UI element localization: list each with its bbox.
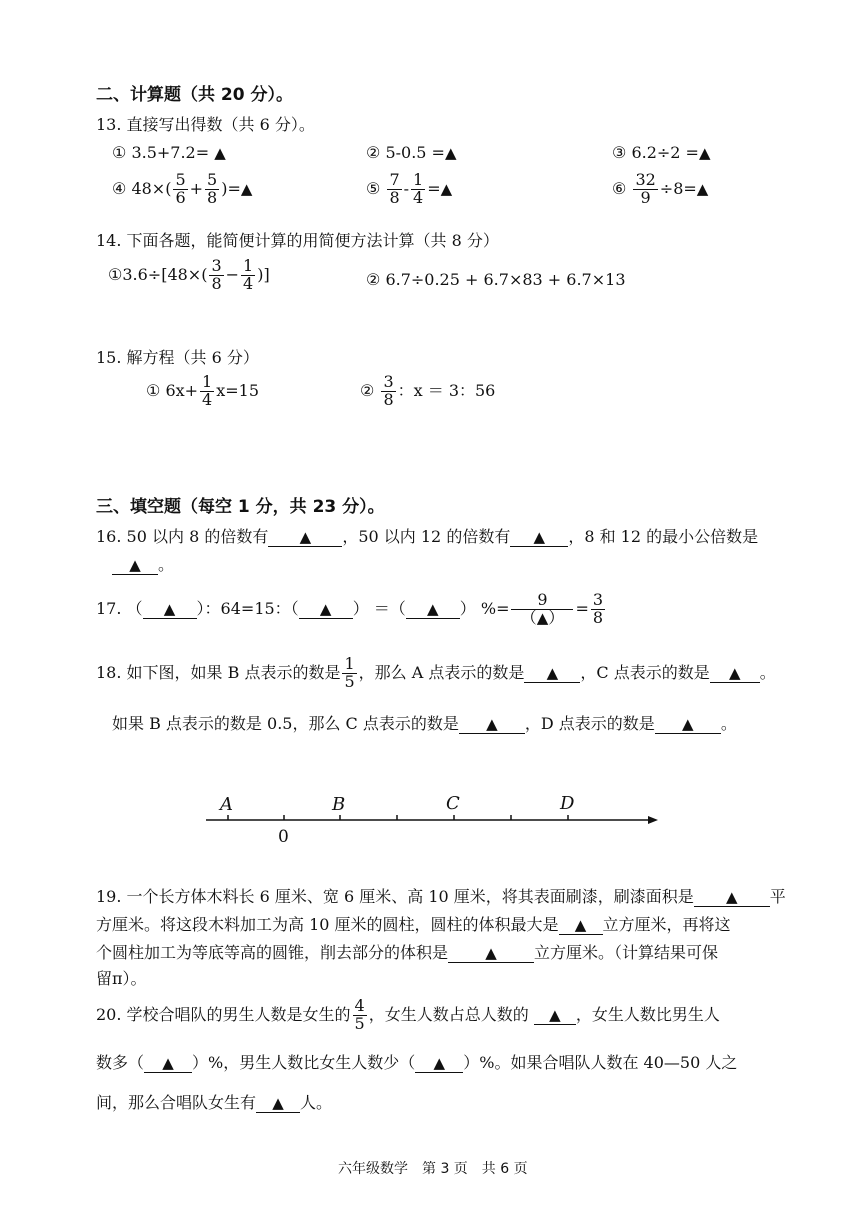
q18-line-1: 18. 如下图，如果 B 点表示的数是 $\frac{1}{5}$ ，那么 A 点表示的数是 ▲ ，C 点表示的数是 ▲ 。 <box>96 654 776 691</box>
q15-item-2: ② $\frac{3}{8}$ ：x ＝ 3：56 <box>360 372 496 409</box>
answer-blank <box>534 1006 576 1025</box>
q19-line-1: 19. 一个长方体木料长 6 厘米、宽 6 厘米、高 10 厘米，将其表面刷漆，刷漆面积是 ▲ 平 <box>96 887 786 906</box>
fraction: $\frac{1}{4}$ <box>202 372 213 409</box>
fraction: $\frac{9}{(▲)}$ <box>511 592 573 627</box>
q15-title: 15. 解方程（共 6 分） <box>96 348 259 367</box>
q19-line-4: 留π）。 <box>96 969 147 988</box>
point-label-d: D <box>560 793 575 814</box>
fraction: $\frac{4}{5}$ <box>354 996 365 1033</box>
q13-item-1: ① 3.5+7.2= ▲ <box>112 143 226 162</box>
q13-title: 13. 直接写出得数（共 6 分）。 <box>96 115 315 134</box>
q13-item-3: ③ 6.2÷2 =▲ <box>612 143 711 162</box>
answer-triangle-icon: ▲ <box>440 179 453 198</box>
answer-triangle-icon: ▲ <box>536 608 549 627</box>
answer-triangle-icon: ▲ <box>696 179 709 198</box>
fraction: $\frac{1}{4}$ <box>413 170 424 207</box>
answer-triangle-icon: ▲ <box>319 599 332 618</box>
q17-line: 17. （ ▲ ）：64=15：（ ▲ ） ＝（ ▲ ） %= $\frac{9}{(▲)}$ = $\frac{3}{8}$ <box>96 590 604 627</box>
arrow-icon <box>648 816 658 824</box>
answer-blank <box>694 888 770 907</box>
q20-line-2: 数多（ ▲ ）%，男生人数比女生人数少（ ▲ ）%。如果合唱队人数在 40—50 人之 <box>96 1053 738 1072</box>
answer-triangle-icon: ▲ <box>549 1005 561 1024</box>
answer-triangle-icon: ▲ <box>427 599 439 618</box>
answer-blank <box>524 664 580 683</box>
answer-blank <box>256 1094 300 1113</box>
q14-item-1: ①3.6÷[48×( $\frac{3}{8}$ − $\frac{1}{4}$ )] <box>108 256 270 293</box>
fraction: $\frac{32}{9}$ <box>635 170 656 207</box>
q18-line-2: 如果 B 点表示的数是 0.5，那么 C 点表示的数是 ▲ ，D 点表示的数是 ▲ 。 <box>112 714 737 733</box>
answer-blank <box>559 916 603 935</box>
q13-item-2: ② 5-0.5 =▲ <box>366 143 457 162</box>
answer-triangle-icon: ▲ <box>698 144 711 162</box>
answer-blank <box>406 600 460 619</box>
point-label-c: C <box>446 793 460 814</box>
q16-line-2: ▲ 。 <box>112 552 174 575</box>
answer-triangle-icon: ▲ <box>533 528 546 546</box>
zero-label: 0 <box>278 827 289 847</box>
answer-blank <box>112 556 158 575</box>
fraction: $\frac{5}{6}$ <box>175 170 186 207</box>
answer-blank <box>268 528 342 547</box>
q13-item-4: ④ 48×( $\frac{5}{6}$ + $\frac{5}{8}$ )=▲ <box>112 170 253 207</box>
answer-triangle-icon: ▲ <box>433 1054 445 1072</box>
q14-item-2: ② 6.7÷0.25 + 6.7×83 + 6.7×13 <box>366 270 626 289</box>
answer-blank <box>710 664 760 683</box>
answer-triangle-icon: ▲ <box>726 888 738 906</box>
q20-line-1: 20. 学校合唱队的男生人数是女生的 $\frac{4}{5}$ ，女生人数占总人数的 ▲ ，女生人数比男生人 <box>96 996 720 1033</box>
section-3-title: 三、填空题（每空 1 分，共 23 分）。 <box>96 497 385 517</box>
fraction: $\frac{1}{4}$ <box>243 256 254 293</box>
answer-triangle-icon: ▲ <box>214 144 226 162</box>
answer-blank <box>144 1054 192 1073</box>
q13-item-6: ⑥ $\frac{32}{9}$ ÷8=▲ <box>612 170 709 207</box>
answer-triangle-icon: ▲ <box>728 663 741 682</box>
page-footer: 六年级数学 第 3 页 共 6 页 <box>338 1161 528 1177</box>
answer-triangle-icon: ▲ <box>486 715 498 733</box>
answer-triangle-icon: ▲ <box>682 715 694 733</box>
answer-blank <box>143 600 197 619</box>
q14-title: 14. 下面各题，能简便计算的用简便方法计算（共 8 分） <box>96 231 499 250</box>
answer-blank <box>459 715 525 734</box>
q19-line-3: 个圆柱加工为等底等高的圆锥，削去部分的体积是 ▲ 立方厘米。（计算结果可保 <box>96 943 719 962</box>
q16-line-1: 16. 50 以内 8 的倍数有 ▲ ，50 以内 12 的倍数有 ▲ ，8 和 12 的最小公倍数是 <box>96 527 759 546</box>
q13-item-5: ⑤ $\frac{7}{8}$ - $\frac{1}{4}$ =▲ <box>366 170 453 207</box>
fraction: $\frac{3}{8}$ <box>383 372 394 409</box>
answer-triangle-icon: ▲ <box>299 528 312 546</box>
answer-blank <box>510 528 568 547</box>
answer-blank <box>299 600 353 619</box>
answer-triangle-icon: ▲ <box>574 916 587 934</box>
fraction: $\frac{3}{8}$ <box>592 590 604 627</box>
answer-triangle-icon: ▲ <box>240 179 253 198</box>
fraction: $\frac{3}{8}$ <box>211 256 222 293</box>
answer-triangle-icon: ▲ <box>129 556 141 574</box>
answer-triangle-icon: ▲ <box>485 944 497 962</box>
point-label-a: A <box>220 794 233 815</box>
answer-triangle-icon: ▲ <box>162 1054 174 1072</box>
answer-blank <box>655 715 721 734</box>
answer-triangle-icon: ▲ <box>444 144 457 162</box>
fraction: $\frac{1}{5}$ <box>344 654 355 691</box>
q19-line-2: 方厘米。将这段木料加工为高 10 厘米的圆柱，圆柱的体积最大是 ▲ 立方厘米，再将这 <box>96 915 731 934</box>
answer-triangle-icon: ▲ <box>272 1094 284 1112</box>
answer-triangle-icon: ▲ <box>546 663 559 682</box>
fraction: $\frac{7}{8}$ <box>389 170 400 207</box>
answer-blank <box>415 1054 463 1073</box>
point-label-b: B <box>332 794 346 815</box>
q15-item-1: ① 6x+ $\frac{1}{4}$ x=15 <box>146 372 260 409</box>
fraction: $\frac{5}{8}$ <box>207 170 218 207</box>
section-2-title: 二、计算题（共 20 分）。 <box>96 85 293 105</box>
number-line <box>200 790 670 850</box>
answer-triangle-icon: ▲ <box>163 599 176 618</box>
q20-line-3: 间，那么合唱队女生有 ▲ 人。 <box>96 1093 333 1112</box>
answer-blank <box>448 944 534 963</box>
